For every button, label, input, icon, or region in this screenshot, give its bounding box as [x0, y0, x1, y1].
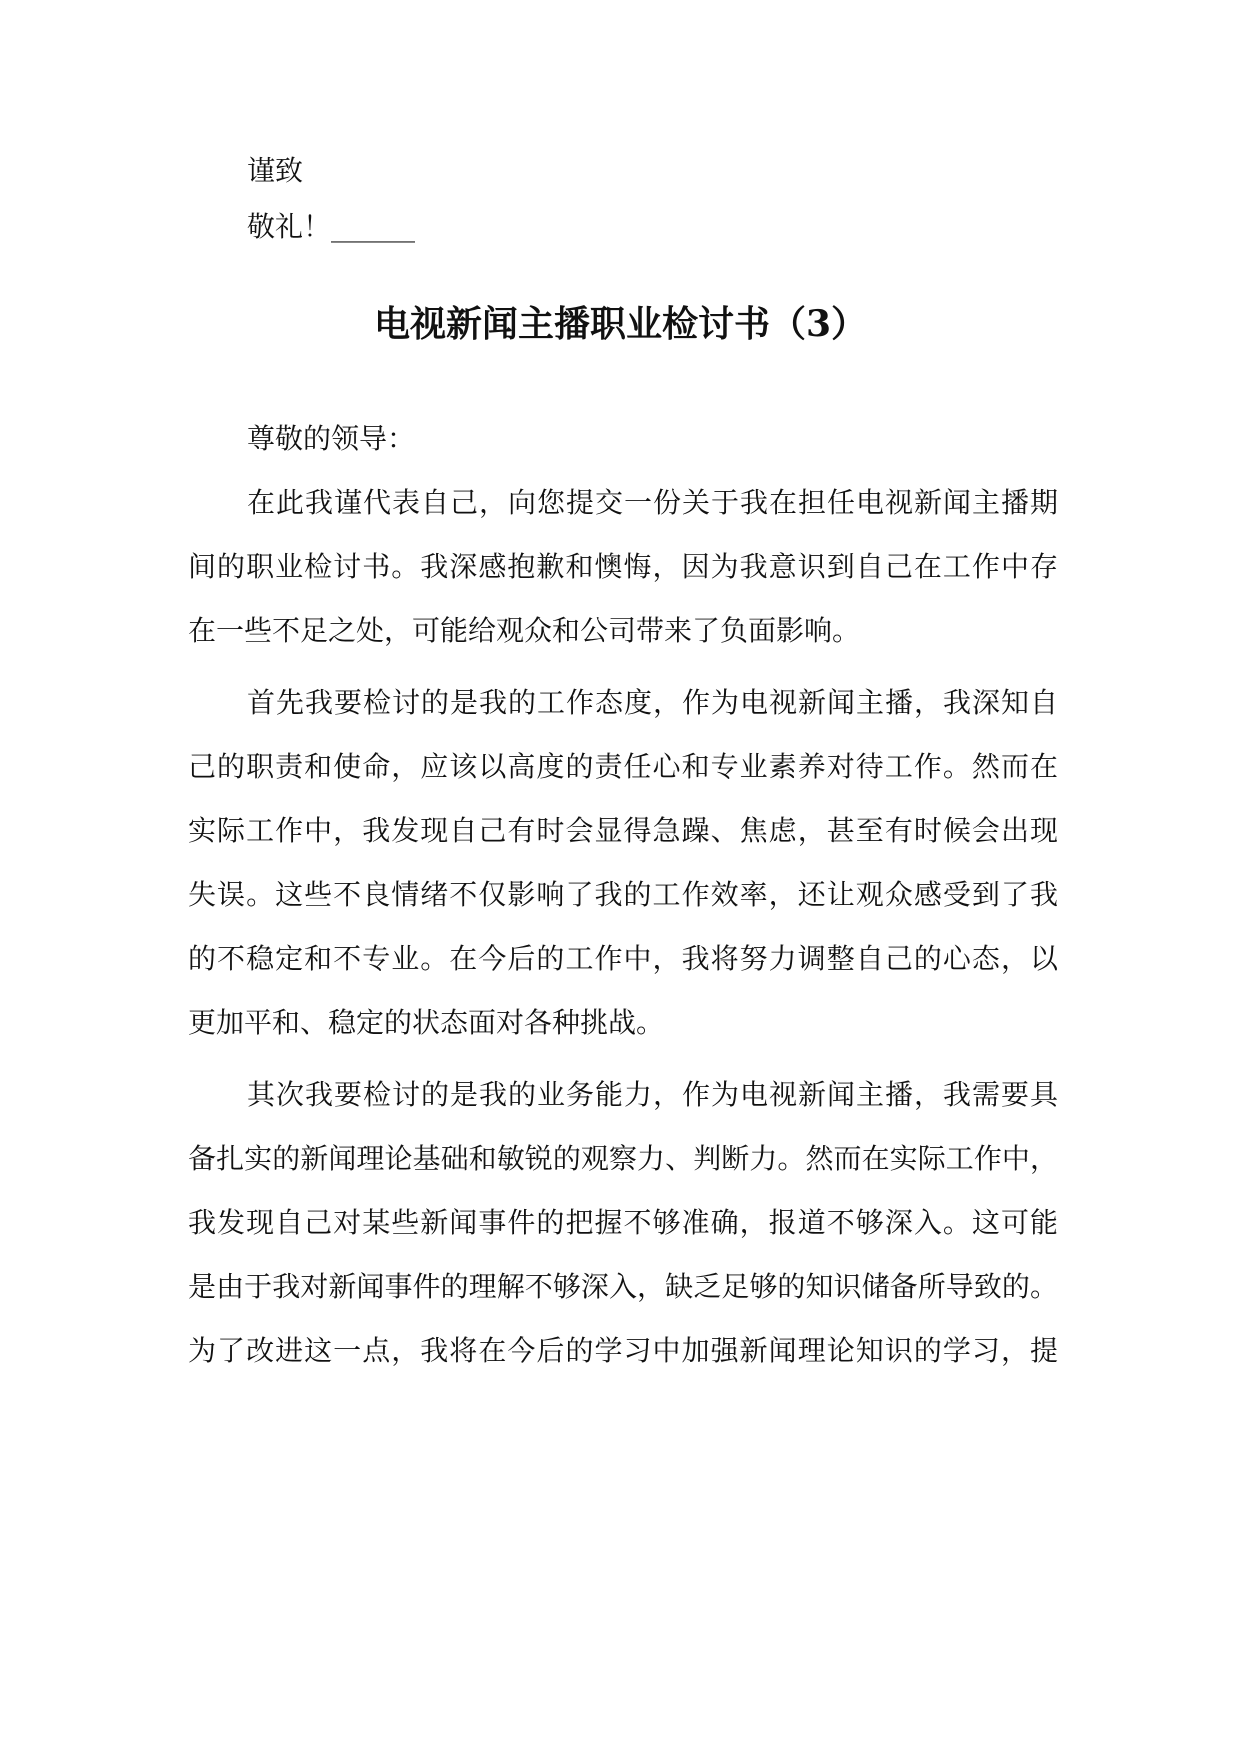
paragraph-line: 失误。这些不良情绪不仅影响了我的工作效率，还让观众感受到了我 [188, 878, 1058, 911]
paragraph-line: 是由于我对新闻事件的理解不够深入，缺乏足够的知识储备所导致的。 [188, 1270, 1058, 1303]
paragraph-line: 更加平和、稳定的状态面对各种挑战。 [188, 1006, 665, 1039]
document-title: 电视新闻主播职业检讨书（3） [373, 303, 868, 345]
paragraph-line: 的不稳定和不专业。在今后的工作中，我将努力调整自己的心态，以 [188, 942, 1058, 975]
paragraph-line: 实际工作中，我发现自己有时会显得急躁、焦虑，甚至有时候会出现 [188, 814, 1058, 847]
closing-line-1: 谨致 [247, 154, 304, 187]
paragraph-line: 为了改进这一点，我将在今后的学习中加强新闻理论知识的学习，提 [188, 1334, 1058, 1367]
paragraph-line: 间的职业检讨书。我深感抱歉和懊悔，因为我意识到自己在工作中存 [188, 550, 1058, 583]
salutation: 尊敬的领导： [247, 422, 416, 455]
paragraph-line: 己的职责和使命，应该以高度的责任心和专业素养对待工作。然而在 [188, 750, 1058, 783]
paragraph-line: 在此我谨代表自己，向您提交一份关于我在担任电视新闻主播期 [247, 486, 1058, 519]
paragraph-line: 我发现自己对某些新闻事件的把握不够准确，报道不够深入。这可能 [188, 1206, 1058, 1239]
paragraph-line: 其次我要检讨的是我的业务能力，作为电视新闻主播，我需要具 [247, 1078, 1058, 1111]
paragraph-line: 在一些不足之处，可能给观众和公司带来了负面影响。 [188, 614, 861, 647]
closing-line-2: 敬礼！______ [247, 210, 416, 243]
paragraph-line: 备扎实的新闻理论基础和敏锐的观察力、判断力。然而在实际工作中， [188, 1142, 1058, 1175]
paragraph-line: 首先我要检讨的是我的工作态度，作为电视新闻主播，我深知自 [247, 686, 1058, 719]
